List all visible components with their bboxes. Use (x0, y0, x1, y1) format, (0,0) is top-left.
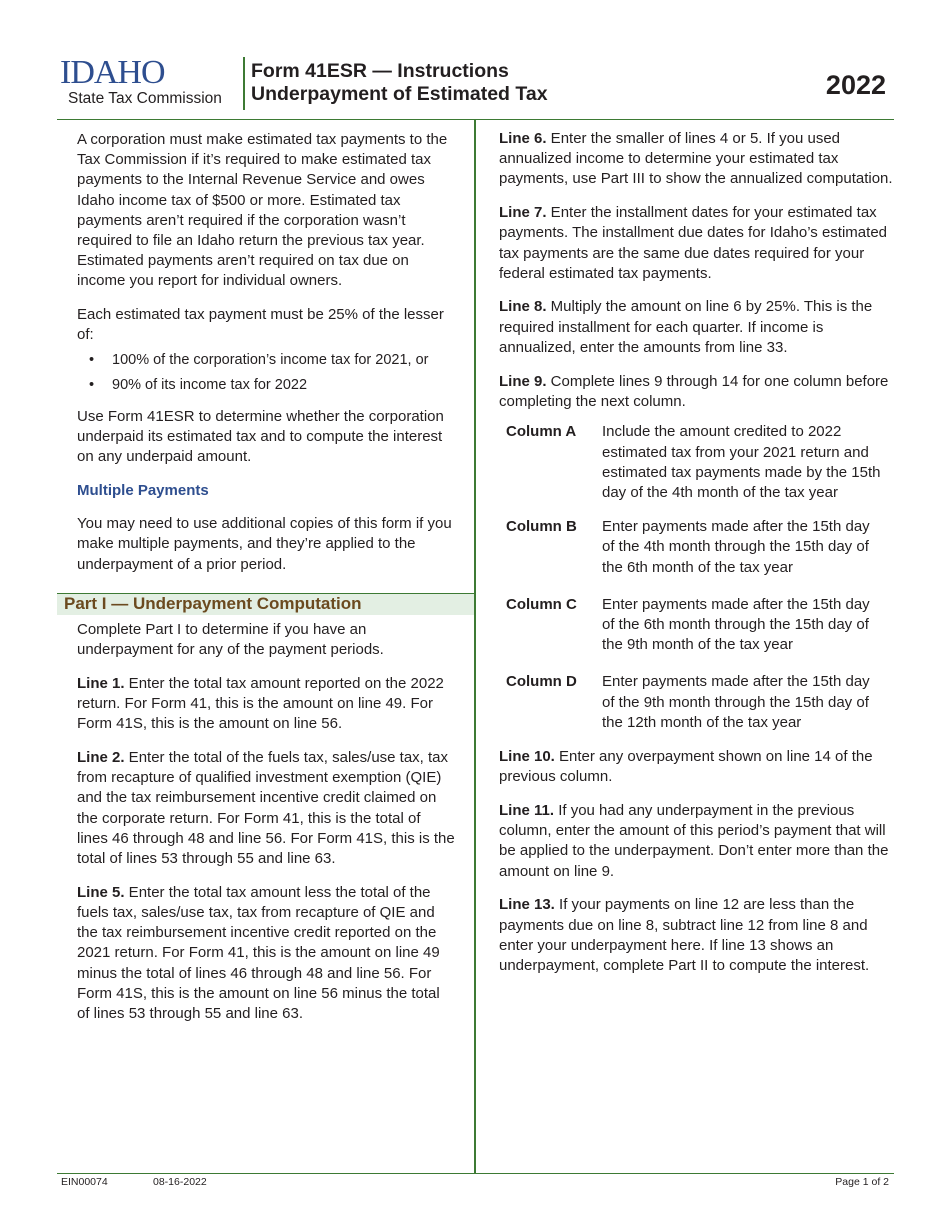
column-label: Column D (506, 673, 577, 691)
line-text: Complete lines 9 through 14 for one column before completing the next column. (499, 372, 889, 410)
bullet-text: 100% of the corporation’s income tax for 2021, or (112, 351, 429, 368)
multiple-payments-text: You may need to use additional copies of this form if you make multiple payments, and they’re applied to the underpayment of a prior period. (77, 515, 452, 573)
line7-instruction (499, 203, 894, 284)
column-row (506, 595, 894, 656)
use-form-paragraph: Use Form 41ESR to determine whether the corporation underpaid its estimated tax and to compute the interest on any underpaid amount. (77, 407, 444, 466)
line-text: Enter the installment dates for your estimated tax payments. The installment due dates for Idaho’s estimated tax payments are the same due dates required for your federal estimated tax payments. (499, 204, 888, 282)
line10-instruction (499, 747, 894, 787)
column-label: Column C (506, 595, 577, 613)
logo-subtitle: State Tax Commission (68, 90, 222, 107)
line-label: Line 11. (499, 801, 555, 819)
line-label: Line 1. (77, 674, 125, 692)
line-text: Enter the total of the fuels tax, sales/use tax, tax from recapture of qualified investment exemption (QIE) and the tax reimbursement incentive credit claimed on the corporate return. For Form 41, this is the total of lines 46 through 48 and line 56. For Form 41S, this is the total of lines 53 through 55 and line 63. (77, 749, 455, 868)
line6-instruction (499, 129, 894, 190)
line-label: Line 9. (499, 372, 547, 390)
column-text: Enter payments made after the 15th day of the 6th month through the 15th day of the 9th month of the tax year (602, 595, 870, 654)
bullet-text: 90% of its income tax for 2022 (112, 376, 308, 393)
line-label: Line 5. (77, 883, 125, 901)
line-label: Line 8. (499, 298, 547, 316)
page-number: Page 1 of 2 (835, 1176, 889, 1188)
column-row (506, 422, 894, 503)
line-label: Line 7. (499, 204, 547, 222)
column-text: Enter payments made after the 15th day of the 4th month through the 15th day of the 6th month of the tax year (602, 518, 870, 576)
form-title-line1: Form 41ESR — Instructions (251, 60, 509, 82)
part1-title: Part I — Underpayment Computation (64, 594, 362, 613)
column-label: Column B (506, 518, 577, 536)
logo-wordmark: IDAHO (60, 54, 165, 91)
payment-requirement: Each estimated tax payment must be 25% of the lesser of: (77, 306, 444, 344)
line2-instruction (77, 748, 455, 869)
bottom-rule (57, 1173, 894, 1174)
line-text: Enter the total tax amount reported on the 2022 return. For Form 41, this is the amount on line 49. For Form 41S, this is the amount on line 56. (77, 674, 444, 733)
left-column-part1 (77, 620, 455, 1038)
column-row (506, 672, 894, 733)
line9-instruction (499, 372, 894, 412)
line-text: Multiply the amount on line 6 by 25%. This is the required installment for each quarter. If income is annualized, enter the amounts from line 33. (499, 298, 873, 356)
left-column (77, 130, 455, 588)
right-column (499, 129, 894, 990)
column-text: Enter payments made after the 15th day of the 9th month through the 15th day of the 12th month of the tax year (602, 673, 870, 731)
part1-intro: Complete Part I to determine if you have an underpayment for any of the payment periods. (77, 621, 384, 659)
form-code: EIN00074 (61, 1176, 108, 1188)
bullet-glyph: • (89, 376, 95, 393)
line-label: Line 10. (499, 748, 555, 766)
line-label: Line 13. (499, 896, 555, 914)
line11-instruction (499, 801, 894, 882)
tax-year: 2022 (825, 70, 886, 100)
intro-paragraph: A corporation must make estimated tax payments to the Tax Commission if it’s required to make estimated tax payments to the Internal Revenue Service and owes Idaho income tax of $500 or more. Estimated tax payments aren’t required if the corporation wasn’t required to file an Idaho return the previous tax year. Estimated payments aren’t required on tax due on income you report for individual owners. (77, 131, 448, 290)
header-divider (243, 57, 245, 110)
line-text: Enter the total tax amount less the total of the fuels tax, sales/use tax, tax from recapture of QIE and the tax reimbursement incentive credit reported on the 2021 return. For Form 41, this is the amount on line 49 minus the total of lines 46 through 48 and line 56. For Form 41S, this is the amount on line 56 minus the total of lines 53 through 55 and line 63. (77, 883, 440, 1022)
payment-bullets (77, 350, 455, 395)
bullet-item (77, 350, 455, 370)
form-title-line2: Underpayment of Estimated Tax (251, 83, 548, 105)
line8-instruction (499, 297, 894, 358)
column-row (506, 517, 894, 578)
line-text: If your payments on line 12 are less than the payments due on line 8, subtract line 12 from line 8 and enter your underpayment here. If line 13 shows an underpayment, complete Part II to compute the interest. (499, 896, 870, 974)
line-text: Enter any overpayment shown on line 14 of the previous column. (499, 748, 873, 786)
line-label: Line 2. (77, 749, 125, 767)
line13-instruction (499, 895, 894, 976)
multiple-payments-heading: Multiple Payments (77, 481, 209, 499)
columns-table (506, 422, 894, 733)
line-text: If you had any underpayment in the previous column, enter the amount of this period’s payment that will be applied to the underpayment. Don’t enter more than the amount on line 9. (499, 801, 889, 880)
idaho-logo (60, 54, 238, 110)
bullet-item (77, 375, 455, 395)
revision-date: 08-16-2022 (153, 1176, 207, 1188)
line-label: Line 6. (499, 130, 547, 147)
form-title (251, 60, 548, 106)
line5-instruction (77, 883, 455, 1024)
bullet-glyph: • (89, 351, 95, 368)
line1-instruction (77, 674, 455, 735)
line-text: Enter the smaller of lines 4 or 5. If you used annualized income to determine your estimated tax payments, use Part III to show the annualized computation. (499, 130, 893, 188)
column-text: Include the amount credited to 2022 estimated tax from your 2021 return and estimated tax payments made by the 15th day of the 4th month of the tax year (602, 423, 881, 502)
column-divider (474, 119, 476, 1173)
column-label: Column A (506, 423, 577, 441)
